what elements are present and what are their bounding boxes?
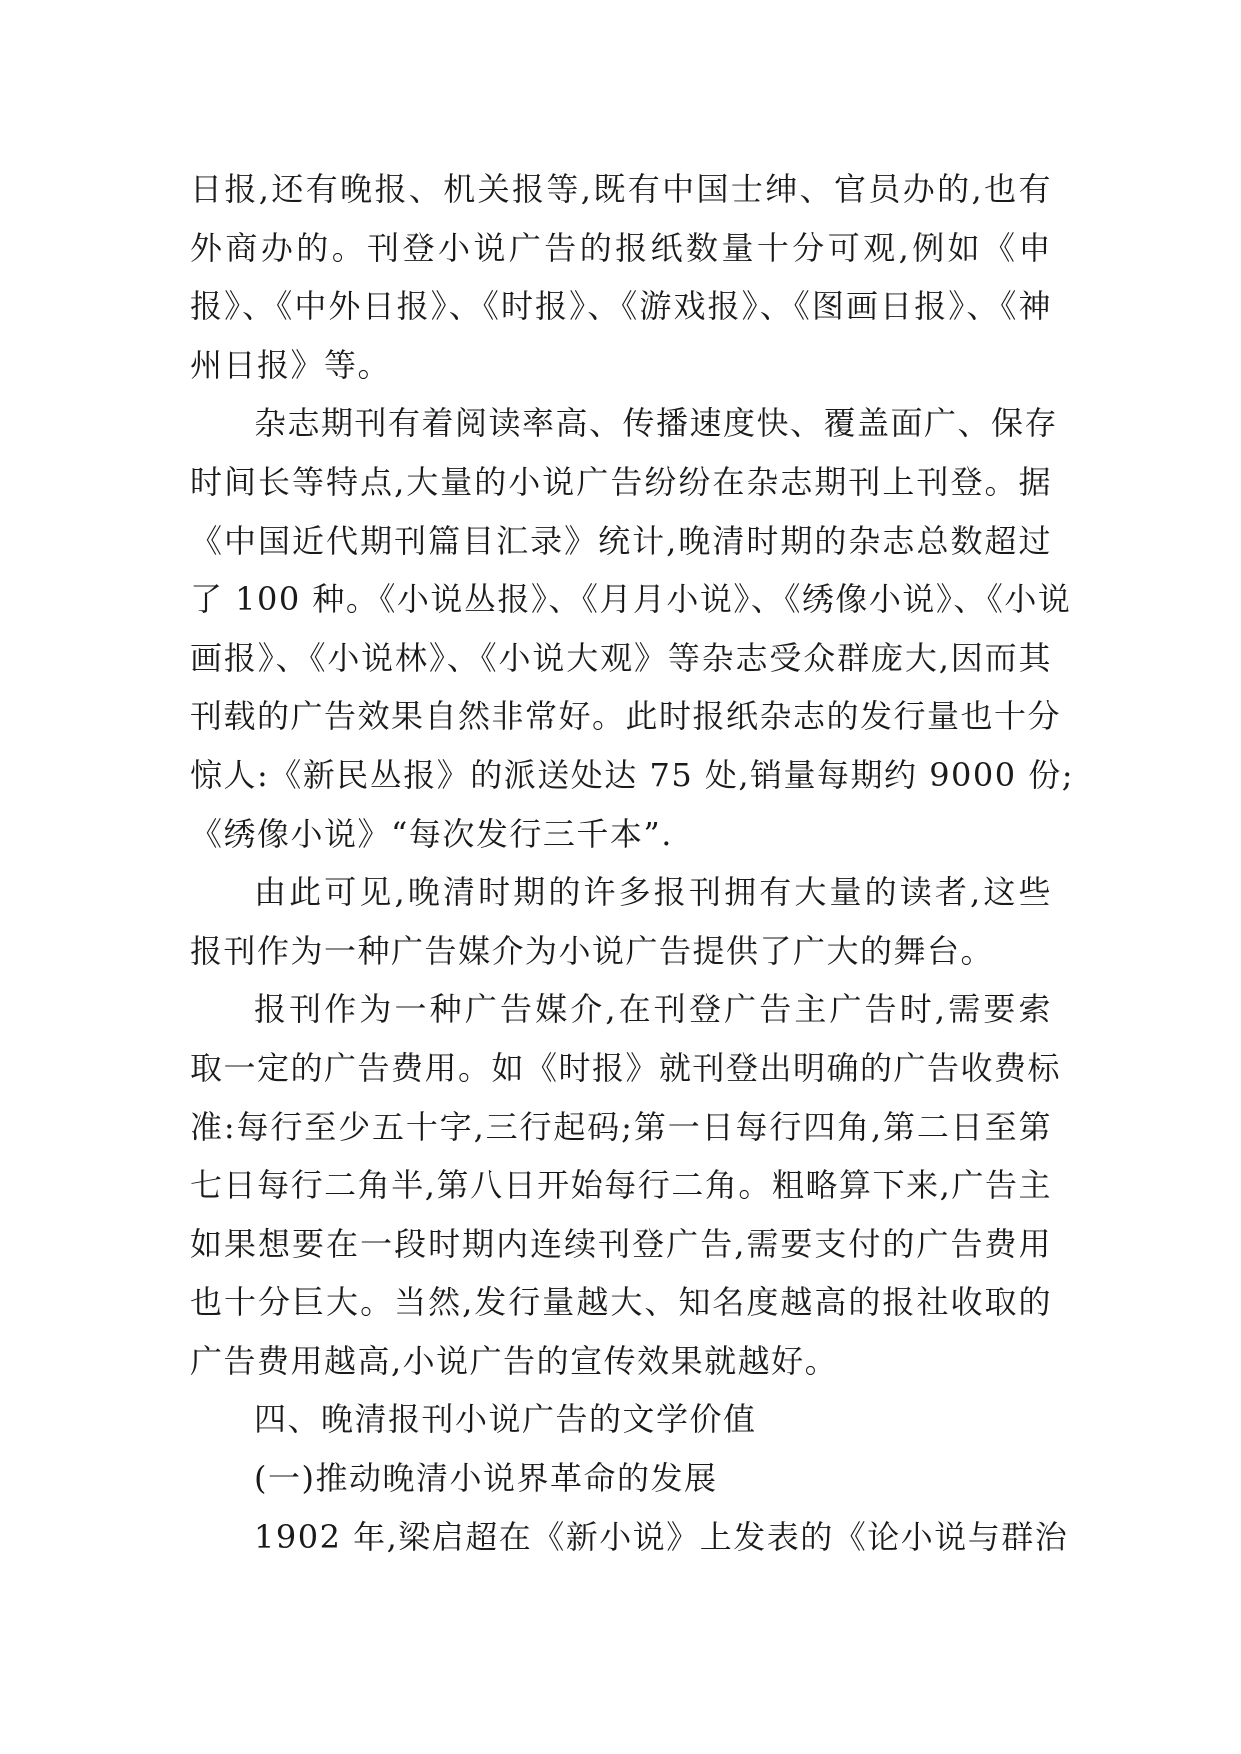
paragraph-start-line: 报刊作为一种广告媒介,在刊登广告主广告时,需要索	[254, 990, 1052, 1029]
text-line: 画报》、《小说林》、《小说大观》等杂志受众群庞大,因而其	[190, 638, 1052, 677]
section-heading: 四、晚清报刊小说广告的文学价值	[254, 1400, 757, 1439]
body-text	[190, 160, 1075, 1566]
paragraph-start-line: 1902 年,梁启超在《新小说》上发表的《论小说与群治	[254, 1517, 1069, 1556]
text-line: 时间长等特点,大量的小说广告纷纷在杂志期刊上刊登。据	[190, 462, 1052, 501]
subsection-heading: (一)推动晚清小说界革命的发展	[254, 1459, 718, 1498]
paragraph-start-line: 杂志期刊有着阅读率高、传播速度快、覆盖面广、保存	[254, 404, 1059, 443]
text-line: 刊载的广告效果自然非常好。此时报纸杂志的发行量也十分	[190, 697, 1062, 736]
text-line: 准:每行至少五十字,三行起码;第一日每行四角,第二日至第	[190, 1107, 1052, 1146]
text-line: 报》、《中外日报》、《时报》、《游戏报》、《图画日报》、《神	[190, 287, 1052, 326]
paragraph-start-line: 由此可见,晚清时期的许多报刊拥有大量的读者,这些	[254, 873, 1052, 912]
text-line: 《中国近代期刊篇目汇录》统计,晚清时期的杂志总数超过	[190, 521, 1052, 560]
text-line: 也十分巨大。当然,发行量越大、知名度越高的报社收取的	[190, 1283, 1052, 1322]
text-line: 广告费用越高,小说广告的宣传效果就越好。	[190, 1341, 839, 1380]
text-line: 州日报》等。	[190, 345, 392, 384]
text-line: 外商办的。刊登小说广告的报纸数量十分可观,例如《申	[190, 228, 1052, 267]
text-line: 如果想要在一段时期内连续刊登广告,需要支付的广告费用	[190, 1224, 1052, 1263]
text-line: 《绣像小说》“每次发行三千本”.	[190, 814, 673, 853]
text-line: 报刊作为一种广告媒介为小说广告提供了广大的舞台。	[190, 931, 995, 970]
text-line: 日报,还有晚报、机关报等,既有中国士绅、官员办的,也有	[190, 170, 1052, 208]
text-line: 惊人:《新民丛报》的派送处达 75 处,销量每期约 9000 份;	[190, 755, 1075, 794]
text-line: 七日每行二角半,第八日开始每行二角。粗略算下来,广告主	[190, 1166, 1052, 1205]
text-line: 取一定的广告费用。如《时报》就刊登出明确的广告收费标	[190, 1048, 1062, 1087]
text-line: 了 100 种。《小说丛报》、《月月小说》、《绣像小说》、《小说	[190, 580, 1072, 619]
